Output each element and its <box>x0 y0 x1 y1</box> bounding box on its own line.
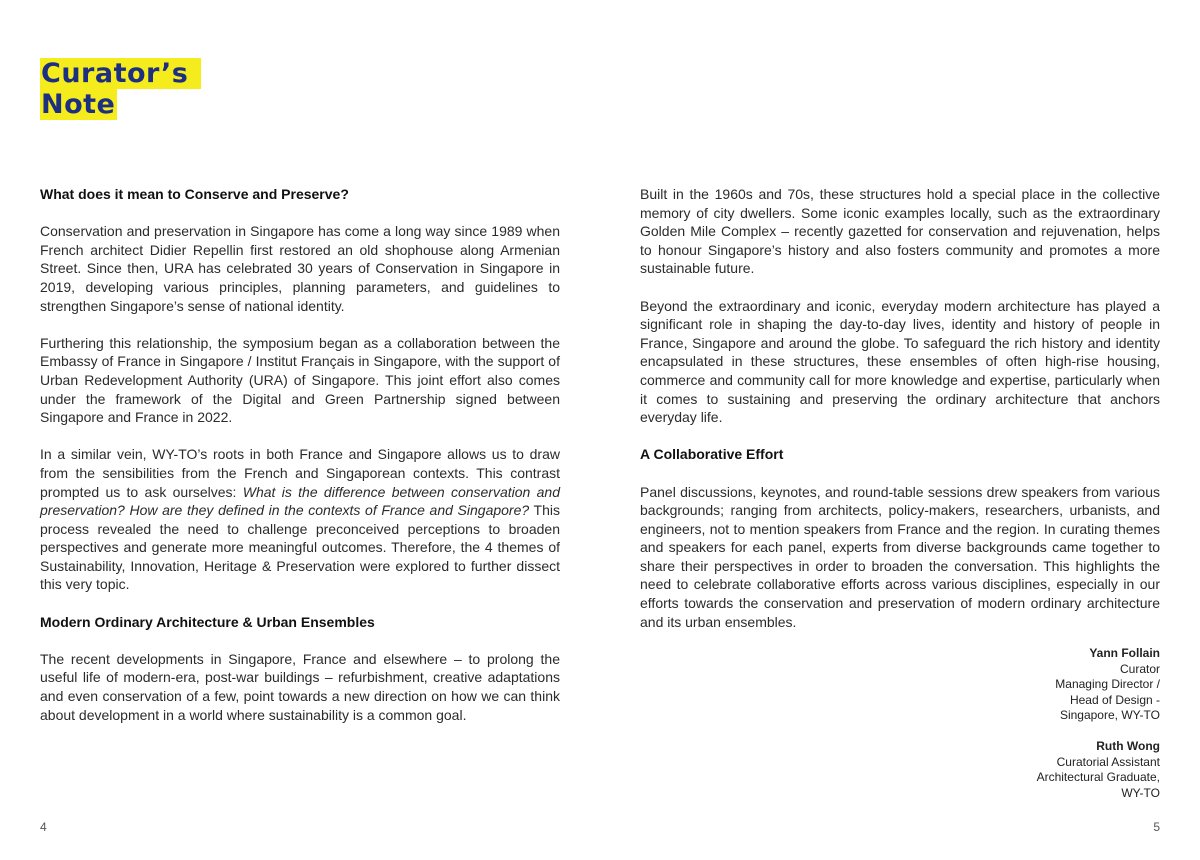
credit-role: Singapore, WY-TO <box>1059 708 1160 722</box>
paragraph-everyday-architecture: Beyond the extraordinary and iconic, everyday modern architecture has played a significant role in shaping the day-to-day lives, identity and history of people in France, Singapore and around the globe. To safeguard the rich history and identity encapsulated in these structures, these ensembles of often high-rise housing, commerce and community call for more knowledge and expertise, particularly when it comes to sustaining and preserving the ordinary architecture that anchors everyday life. <box>640 297 1160 426</box>
paragraph-panel-discussions: Panel discussions, keynotes, and round-table sessions drew speakers from various backgrounds; ranging from architects, policy-makers, researchers, urbanists, and engineers, not to mention speakers from France and the region. In curating themes and speakers for each panel, experts from diverse backgrounds came together to share their perspectives in order to broaden the conversation. This highlights the need to celebrate collaborative efforts across various disciplines, especially in our efforts towards the conservation and preservation of modern ordinary architecture and its urban ensembles. <box>640 483 1160 630</box>
title-line-2: Note <box>41 89 116 120</box>
section-heading-modern-ordinary: Modern Ordinary Architecture & Urban Ensembles <box>40 613 375 630</box>
credit-name: Ruth Wong <box>1096 739 1160 753</box>
page-number-left: 4 <box>40 820 47 834</box>
credit-ruth-wong <box>1037 739 1160 801</box>
page-number-right: 5 <box>1153 820 1160 834</box>
credit-role: Curator <box>1119 661 1160 676</box>
section-heading-collaborative-effort: A Collaborative Effort <box>640 446 784 463</box>
paragraph-wy-to-roots <box>40 445 560 594</box>
credit-yann-follain <box>1037 646 1160 724</box>
section-heading-conserve-preserve: What does it mean to Conserve and Preserve? <box>40 186 349 202</box>
paragraph-wy-to-roots-question: What is the difference between conservation and preservation? How are they defined in the contexts of France and Singapore? <box>40 483 560 519</box>
right-column <box>640 185 1160 650</box>
credit-role: Architectural Graduate, <box>1036 770 1160 784</box>
paragraph-wy-to-roots-end: This process revealed the need to challenge preconceived perceptions to broaden perspectives and generate more meaningful outcomes. Therefore, the 4 themes of Sustainability, Innovation, Heritage & Preservation were explored to further dissect this very topic. <box>40 502 560 593</box>
credit-role: Curatorial Assistant <box>1056 754 1160 769</box>
page-title <box>40 58 201 120</box>
credit-role: Head of Design - <box>1069 692 1160 707</box>
paragraph-recent-developments: The recent developments in Singapore, France and elsewhere – to prolong the useful life of modern-era, post-war buildings – refurbishment, creative adaptations and even conservation of a few, point towards a new direction on how we can think about development in a world where sustainability is a common goal. <box>40 650 560 723</box>
paragraph-symposium-collaboration: Furthering this relationship, the symposium began as a collaboration between the Embassy of France in Singapore / Institut Français in Singapore, with the support of Urban Redevelopment Authority (URA) of Singapore. This joint effort also comes under the framework of the Digital and Green Partnership signed between Singapore and France in 2022. <box>40 334 560 426</box>
title-line-1: Curator’s <box>40 58 201 89</box>
credit-role: Managing Director / <box>1055 677 1160 691</box>
paragraph-1960s-structures: Built in the 1960s and 70s, these structures hold a special place in the collective memory of city dwellers. Some iconic examples locally, such as the extraordinary Golden Mile Complex – recently gazetted for conservation and rejuvenation, helps to honour Singapore’s history and also fosters community and promotes a more sustainable future. <box>640 186 1160 277</box>
credit-role: WY-TO <box>1121 785 1160 800</box>
credits-block <box>1037 646 1160 817</box>
credit-name: Yann Follain <box>1089 646 1160 660</box>
left-column <box>40 185 560 743</box>
paragraph-conservation-history: Conservation and preservation in Singapore has come a long way since 1989 when French architect Didier Repellin first restored an old shophouse along Armenian Street. Since then, URA has celebrated 30 years of Conservation in Singapore in 2019, developing various principles, planning parameters, and guidelines to strengthen Singapore’s sense of national identity. <box>40 223 560 314</box>
paragraph-wy-to-roots-start: In a similar vein, WY-TO’s roots in both France and Singapore allows us to draw from the sensibilities from the French and Singaporean contexts. This contrast prompted us to ask ourselves: <box>40 446 560 500</box>
